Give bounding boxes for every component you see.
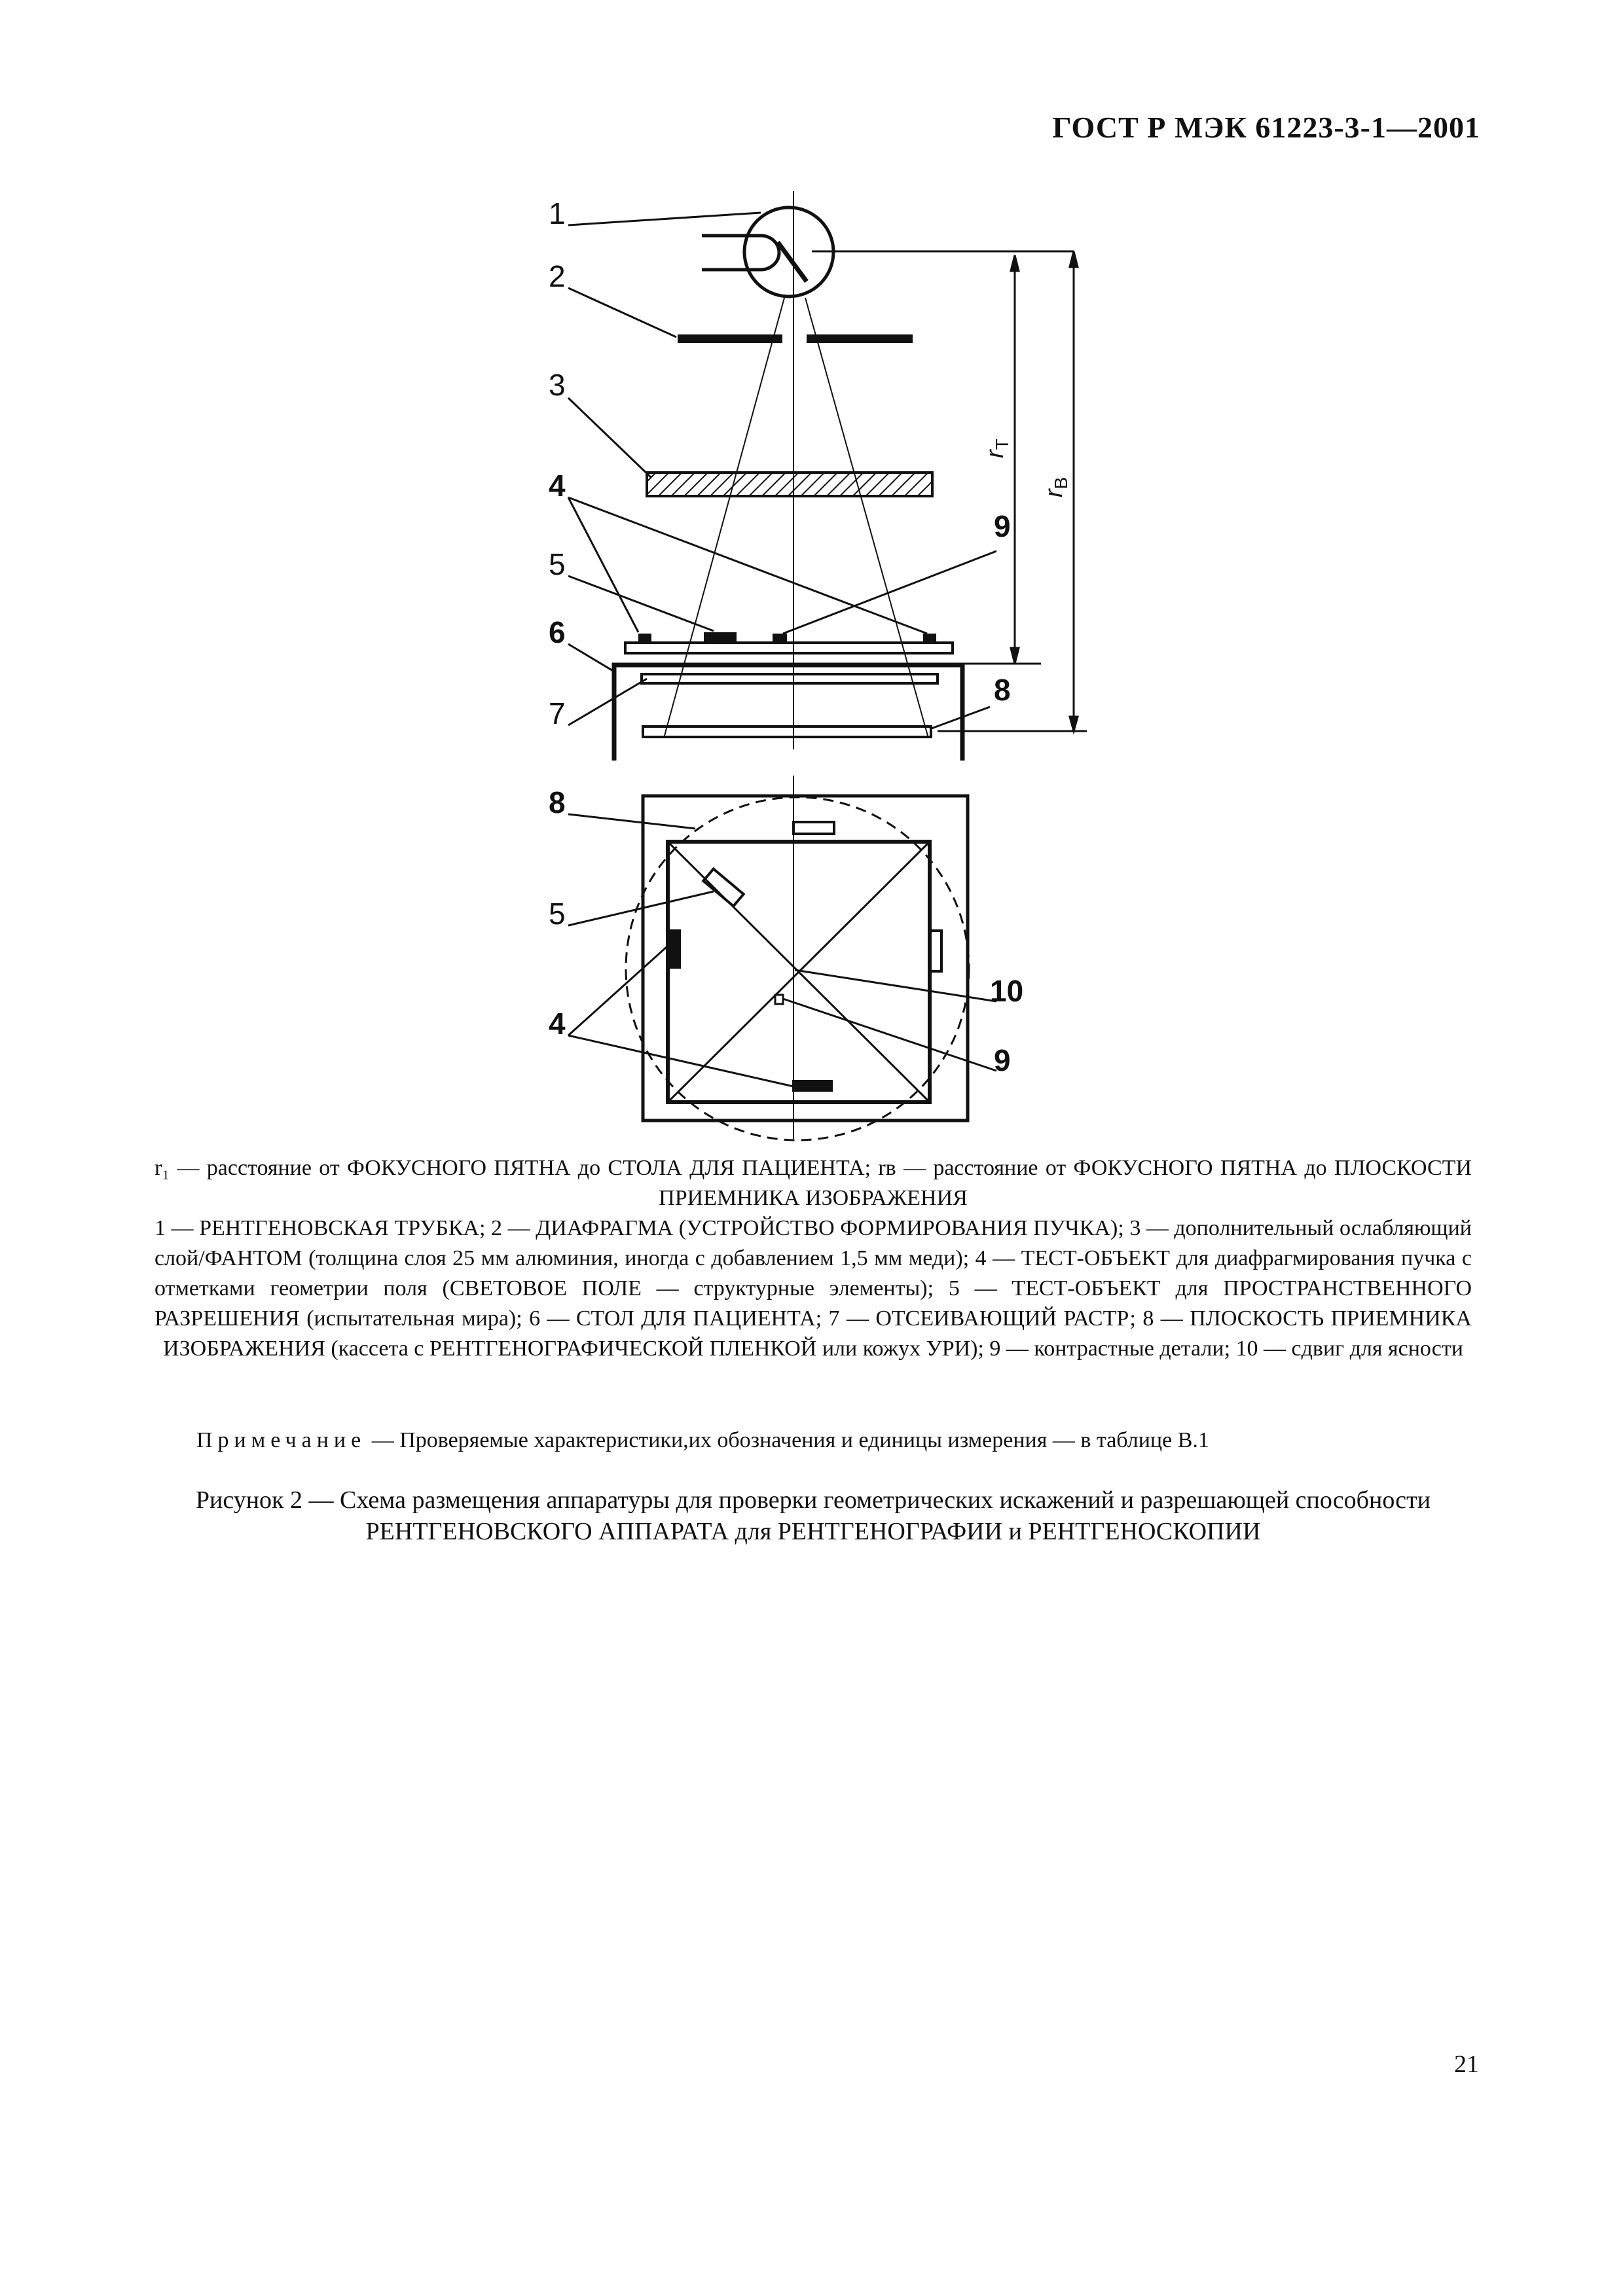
resolution-test-object (704, 632, 737, 641)
callout-6: 6 (549, 615, 566, 649)
figure-note (196, 1428, 1209, 1453)
test-object-marker-right (923, 634, 936, 641)
page-number: 21 (1454, 2051, 1479, 2078)
diaphragm (678, 334, 913, 343)
callout-9-plan: 9 (994, 1043, 1011, 1077)
callout-8-plan: 8 (549, 785, 566, 819)
phantom-layer (647, 473, 932, 496)
callout-3: 3 (549, 368, 566, 402)
legend-items: 1 — РЕНТГЕНОВСКАЯ ТРУБКА; 2 — ДИАФРАГМА (УСТРОЙСТВО ФОРМИРОВАНИЯ ПУЧКА); 3 — дополнительный ослабляющий слой/ФАНТОМ (толщина слоя 25 мм алюминия, иногда с добавлением 1,5 мм меди); 4 — ТЕСТ-ОБЪЕКТ для диафрагмирования пучка с отметками геометрии поля (СВЕТОВОЕ ПОЛЕ — структурные элементы); 5 — ТЕСТ-ОБЪЕКТ для ПРОСТРАНСТВЕННОГО РАЗРЕШЕНИЯ (испытательная мира); 6 — СТОЛ ДЛЯ ПАЦИЕНТА; 7 — ОТСЕИВАЮЩИЙ РАСТР; 8 — ПЛОСКОСТЬ ПРИЕМНИКА ИЗОБРАЖЕНИЯ (кассета с РЕНТГЕНОГРАФИЧЕСКОЙ ПЛЕНКОЙ или кожух УРИ); 9 — контрастные детали; 10 — сдвиг для ясности (155, 1216, 1472, 1361)
callout-4-top: 4 (549, 469, 566, 503)
legend-distances: r₁ — расстояние от ФОКУСНОГО ПЯТНА до СТОЛА ДЛЯ ПАЦИЕНТА; rʙ — расстояние от ФОКУСНОГО ПЯТНА до ПЛОСКОСТИ ПРИЕМНИКА ИЗОБРАЖЕНИЯ (155, 1156, 1472, 1210)
plan-view (626, 796, 969, 1140)
rt-dimension-label: $r_T$ (981, 439, 1012, 458)
callout-8-side: 8 (994, 673, 1011, 707)
callout-4-plan: 4 (549, 1007, 566, 1041)
callout-7: 7 (549, 696, 566, 730)
callout-2: 2 (549, 259, 566, 293)
figure-legend (155, 1153, 1472, 1364)
anti-scatter-grid (642, 674, 938, 683)
distance-rt-dimension (812, 251, 1074, 664)
xray-beam-lines (665, 298, 928, 736)
rb-dimension-label: $r_B$ (1040, 476, 1071, 497)
figure-caption: Рисунок 2 — Схема размещения аппаратуры для проверки геометрических искажений и разрешающей способности РЕНТГЕНОВСКОГО АППАРАТА для РЕНТГЕНОГРАФИИ и РЕНТГЕНОСКОПИИ (195, 1486, 1431, 1545)
document-code-header: ГОСТ Р МЭК 61223-3-1—2001 (1052, 111, 1480, 144)
image-receptor-plane (643, 726, 931, 737)
note-label: Примечание (196, 1428, 367, 1452)
test-object-marker-left (638, 634, 651, 641)
callout-9-top: 9 (994, 509, 1011, 543)
callout-1: 1 (549, 196, 566, 230)
patient-table (614, 665, 962, 761)
callout-5-top: 5 (549, 547, 566, 581)
note-text: — Проверяемые характеристики,их обозначения и единицы измерения — в таблице В.1 (366, 1428, 1209, 1452)
contrast-detail-marker (773, 634, 787, 641)
callout-5-plan: 5 (549, 897, 566, 931)
callout-10: 10 (990, 974, 1024, 1008)
